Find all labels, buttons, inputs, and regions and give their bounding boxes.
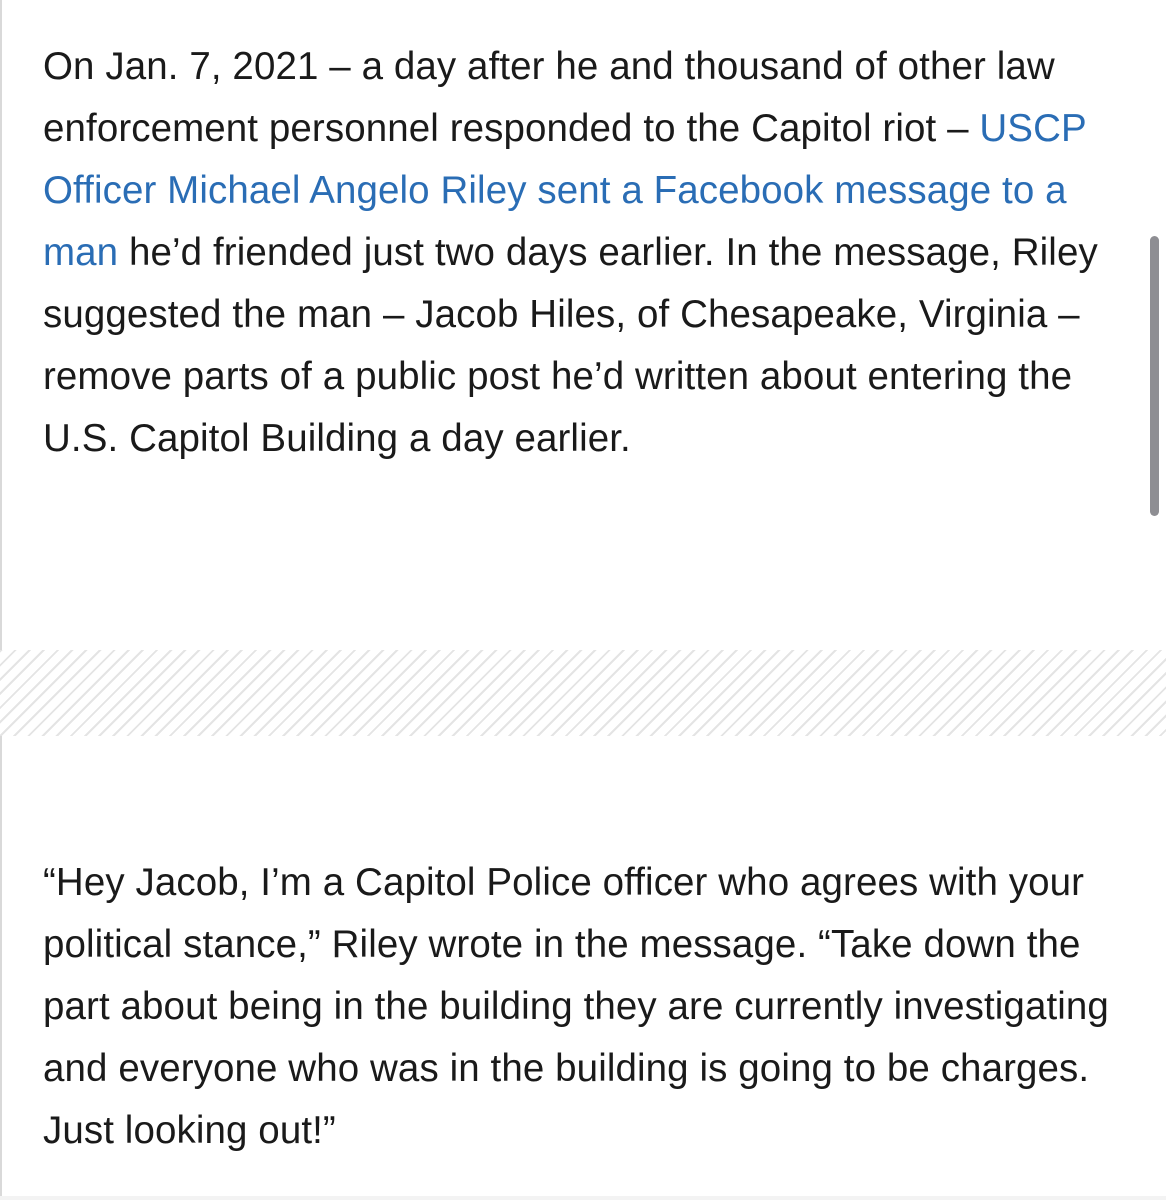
paragraph-2-quote-text: “Hey Jacob, I’m a Capitol Police officer who agrees with your political stance,” Riley wrote in the message. “Take down the part about being in the building they are currently investigating and everyone who was in the building is going to be charges. Just looking out!” [43, 861, 1109, 1152]
article-paragraph-1 [43, 36, 1133, 470]
paragraph-1-intro-text: On Jan. 7, 2021 – a day after he and thousand of other law enforcement personnel responded to the Capitol riot – [43, 45, 1055, 150]
bottom-edge-strip [0, 1196, 1166, 1200]
paragraph-1-rest-text: he’d friended just two days earlier. In the message, Riley suggested the man – Jacob Hiles, of Chesapeake, Virginia – remove parts of a public post he’d written about entering the U.S. Capitol Building a day earlier. [43, 231, 1098, 460]
article-paragraph-2 [43, 852, 1133, 1162]
left-border-rule [0, 0, 2, 1200]
ad-placeholder-divider [0, 650, 1166, 736]
scrollbar-thumb[interactable] [1150, 236, 1159, 516]
facebook-message-link[interactable]: USCP Officer Michael Angelo Riley sent a Facebook message to a man [43, 107, 1087, 274]
